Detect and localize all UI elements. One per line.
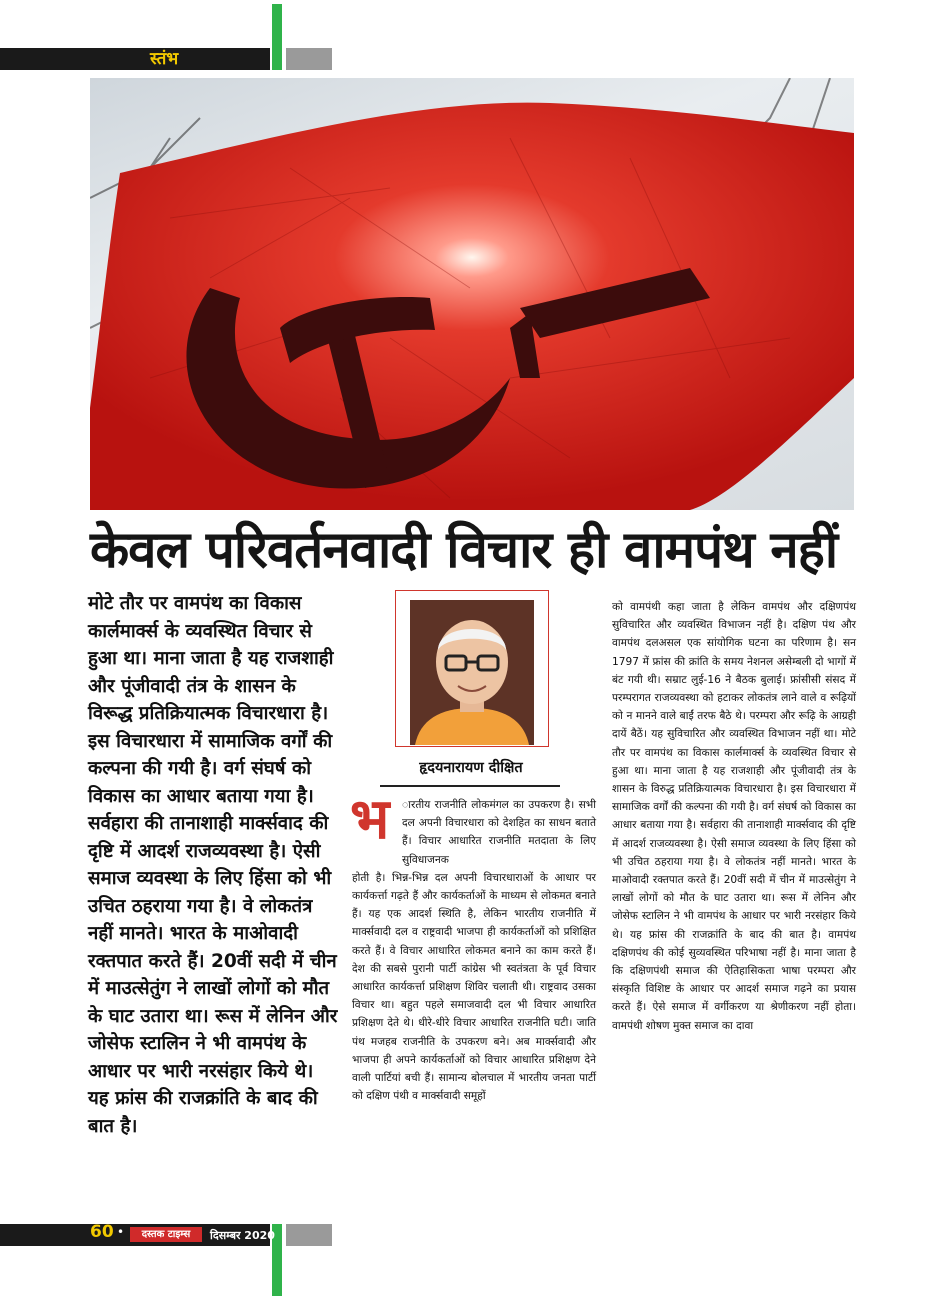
- body-column-middle: [352, 796, 596, 1105]
- section-label: स्तंभ: [150, 49, 179, 69]
- header-grey-block: [286, 48, 332, 70]
- header-accent-green-bar: [272, 4, 282, 70]
- drop-cap: भ: [350, 787, 390, 852]
- hero-image: [90, 78, 854, 510]
- footer-separator: •: [117, 1225, 125, 1239]
- author-portrait-icon: [410, 600, 534, 745]
- author-name: हृदयनारायण दीक्षित: [419, 760, 523, 776]
- magazine-logo: दस्तक टाइम्स: [130, 1227, 202, 1242]
- body-column-right: को वामपंथी कहा जाता है लेकिन वामपंथ और दक्षिणपंथ सुविचारित और व्यवस्थित विभाजन नहीं है। दक्षिण पंथ और वामपंथ दलअसल एक सांयोगिक घटना का परिणाम है। सन 1797 में फ्रांस की क्रांति के समय नेशनल असेम्बली दो भागों में बंट गयी थी। सम्राट लुई-16 ने बैठक बुलाई। फ्रांसीसी संसद में परम्परागत राजव्यवस्था को हटाकर लोकतंत्र लाने वाले व रूढ़ियों को न मानने वाले बाईं तरफ बैठे थे। परम्परा और रूढ़ि के आग्रही दायें बैठें। यह सुविचारित और व्यवस्थित विभाजन नहीं था। मोटे तौर पर वामपंथ का विकास कार्लमार्क्स के व्यवस्थित विचार से हुआ था। माना जाता है यह राजशाही और पूंजीवादी तंत्र के शासन के विरुद्ध प्रतिक्रियात्मक विचारधारा है। इस विचारधारा में सामाजिक वर्गों की कल्पना की गयी है। वर्ग संघर्ष को विकास का आधार बताया गया है। सर्वहारा की तानाशाही मार्क्सवाद की दृष्टि में आदर्श राजव्यवस्था है। ऐसी समाज व्यवस्था के लिए हिंसा को भी उचित ठहराया गया है। वे लोकतंत्र नहीं मानते। भारत के माओवादी रक्तपात करते हैं। 20वीं सदी में चीन में माउत्सेतुंग ने लाखों लोगों को मौत के घाट उतारा था। रूस में लेनिन और जोसेफ स्टालिन ने भी वामपंथ के आधार पर भारी नरसंहार किये थे। यह फ्रांस की राजक्रांति के बाद की बात है। वामपंथ दक्षिणपंथ की कोई सुव्यवस्थित परिभाषा नहीं है। माना जाता है कि दक्षिणपंथी समाज की ऐतिहासिकता भाषा परम्परा और संस्कृति विशिष्ट के आधार पर आदर्श समाज गढ़ने का प्रयास करते हैं। ऐसे समाज में वर्गीकरण या श्रेणीकरण नहीं होता। वामपंथी शोषण मुक्त समाज का दावा: [612, 601, 856, 1032]
- body-middle-text: होती है। भिन्न-भिन्न दल अपनी विचारधाराओं के आधार पर कार्यकर्त्ता गढ़ते हैं और कार्यकर्ताओं के माध्यम से लोकमत बनाते हैं। यह एक आदर्श स्थिति है, लेकिन भारतीय राजनीति में मार्क्सवादी दल व राष्ट्रवादी भाजपा ही कार्यकर्ताओं को प्रशिक्षित करते हैं। वे विचार आधारित लोकमत बनाने का काम करते हैं। देश की सबसे पुरानी पार्टी कांग्रेस भी स्वतंत्रता के पूर्व विचार आधारित कार्यकर्त्ता प्रशिक्षण शिविर चलाती थी। राष्ट्रवाद उसका विचार था। बहुत पहले समाजवादी दल भी विचार आधारित प्रशिक्षण देते थे। धीरे-धीरे विचार आधारित राजनीति घटी। जाति पंथ मजहब राजनीति के उपकरण बने। अब मार्क्सवादी और भाजपा ही अपने कार्यकर्ताओं को विचार आधारित प्रशिक्षण देने वाली पार्टियां बची हैं। सामान्य बोलचाल में भारतीय जनता पार्टी को दक्षिण पंथी व मार्क्सवादी समूहों: [352, 871, 596, 1103]
- intro-paragraph: मोटे तौर पर वामपंथ का विकास कार्लमार्क्स के व्यवस्थित विचार से हुआ था। माना जाता है यह राजशाही और पूंजीवादी तंत्र के शासन के विरूद्ध प्रतिक्रियात्मक विचारधारा है। इस विचारधारा में सामाजिक वर्गों की कल्पना की गयी है। वर्ग संघर्ष को विकास का आधार बताया गया है। सर्वहारा की तानाशाही मार्क्सवाद की दृष्टि में आदर्श राजव्यवस्था है। ऐसी समाज व्यवस्था के लिए हिंसा को भी उचित ठहराया गया है। वे लोकतंत्र नहीं मानते। भारत के माओवादी रक्तपात करते हैं। 20वीं सदी में चीन में माउत्सेतुंग ने लाखों लोगों को मौत के घाट उतारा था। रूस में लेनिन और जोसेफ स्टालिन ने भी वामपंथ के आधार पर भारी नरसंहार किये थे। यह फ्रांस की राजक्रांति के बाद की बात है।: [88, 593, 338, 1137]
- body-indented-text: ारतीय राजनीति लोकमंगल का उपकरण है। सभी दल अपनी विचारधारा को देशहित का साधन बताते हैं। विचार आधारित राजनीति मतदाता के लिए सुविधाजनक: [402, 799, 596, 866]
- footer-grey-block: [286, 1224, 332, 1246]
- hammer-and-sickle-flag-icon: [90, 78, 854, 510]
- issue-date: दिसम्बर 2020: [210, 1229, 275, 1242]
- author-photo: [410, 600, 534, 745]
- header-dark-bar: [0, 48, 270, 70]
- article-headline: केवल परिवर्तनवादी विचार ही वामपंथ नहीं: [90, 521, 838, 580]
- page-number: 60: [90, 1222, 114, 1242]
- author-divider: [380, 785, 560, 787]
